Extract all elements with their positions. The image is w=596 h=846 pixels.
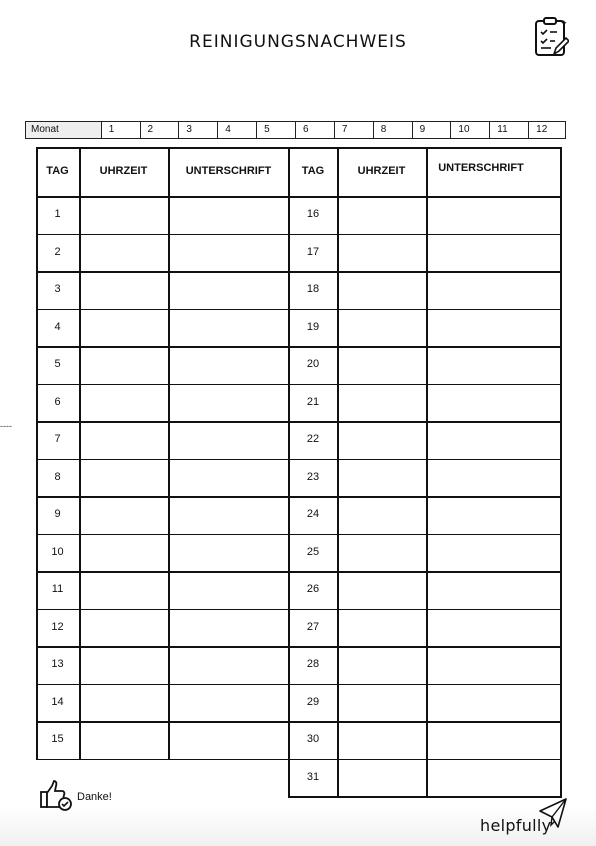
day-number: 25	[306, 545, 320, 558]
time-cell[interactable]	[338, 686, 425, 721]
day-number: 5	[54, 358, 61, 370]
signature-cell[interactable]	[428, 536, 559, 571]
month-option-9[interactable]: 9	[412, 122, 451, 138]
day-number: 18	[306, 283, 320, 295]
signature-cell[interactable]	[428, 423, 559, 458]
day-number: 21	[306, 395, 320, 408]
time-cell[interactable]	[80, 311, 167, 346]
month-selector-strip	[25, 121, 566, 139]
signature-cell[interactable]	[428, 236, 559, 271]
month-option-5[interactable]: 5	[256, 122, 295, 138]
signature-cell[interactable]	[170, 423, 287, 458]
time-cell[interactable]	[338, 311, 425, 346]
time-cell[interactable]	[80, 648, 167, 683]
time-cell[interactable]	[338, 348, 425, 383]
day-number: 10	[51, 545, 64, 558]
day-number: 29	[306, 695, 320, 708]
day-number: 26	[306, 583, 320, 595]
signature-cell[interactable]	[428, 273, 559, 308]
header-day-right: TAG	[301, 165, 325, 177]
day-number: 23	[306, 470, 320, 483]
time-cell[interactable]	[338, 761, 425, 796]
day-number: 8	[54, 470, 61, 483]
day-number: 9	[54, 508, 61, 520]
day-number: 12	[51, 620, 64, 633]
month-option-3[interactable]: 3	[178, 122, 217, 138]
signature-cell[interactable]	[428, 723, 559, 758]
time-cell[interactable]	[338, 273, 425, 308]
signature-cell[interactable]	[428, 311, 559, 346]
time-cell[interactable]	[80, 236, 167, 271]
time-cell[interactable]	[338, 648, 425, 683]
signature-cell[interactable]	[428, 686, 559, 721]
day-number: 6	[54, 395, 61, 408]
month-option-1[interactable]: 1	[101, 122, 140, 138]
signature-cell[interactable]	[170, 348, 287, 383]
day-number: 31	[306, 770, 320, 783]
month-option-12[interactable]: 12	[528, 122, 565, 138]
time-cell[interactable]	[80, 611, 167, 646]
time-cell[interactable]	[338, 236, 425, 271]
day-number: 14	[51, 695, 64, 708]
signature-cell[interactable]	[170, 273, 287, 308]
time-cell[interactable]	[338, 498, 425, 533]
day-number: 24	[306, 508, 320, 520]
header-day-left: TAG	[46, 165, 69, 177]
month-label: Monat	[26, 122, 101, 138]
header-time-left: UHRZEIT	[99, 165, 148, 177]
signature-cell[interactable]	[428, 198, 559, 233]
paper-plane-icon	[538, 797, 572, 831]
month-option-11[interactable]: 11	[489, 122, 528, 138]
signature-cell[interactable]	[170, 236, 287, 271]
clipboard-checklist-icon	[533, 16, 569, 58]
cleaning-log-table	[36, 147, 562, 798]
time-cell[interactable]	[80, 386, 167, 421]
day-number: 28	[306, 658, 320, 670]
signature-cell[interactable]	[170, 611, 287, 646]
month-option-4[interactable]: 4	[217, 122, 256, 138]
signature-cell[interactable]	[428, 648, 559, 683]
time-cell[interactable]	[338, 611, 425, 646]
time-cell[interactable]	[80, 423, 167, 458]
day-number: 15	[51, 733, 64, 745]
time-cell[interactable]	[80, 536, 167, 571]
day-number: 20	[306, 358, 320, 370]
signature-cell[interactable]	[170, 723, 287, 758]
day-number: 17	[306, 245, 320, 258]
month-option-10[interactable]: 10	[450, 122, 489, 138]
signature-cell[interactable]	[428, 386, 559, 421]
day-number: 27	[306, 620, 320, 633]
time-cell[interactable]	[80, 198, 167, 233]
time-cell[interactable]	[338, 461, 425, 496]
time-cell[interactable]	[80, 723, 167, 758]
time-cell[interactable]	[80, 686, 167, 721]
header-time-right: UHRZEIT	[357, 165, 406, 177]
column-divider-right	[560, 147, 562, 798]
day-number: 19	[306, 320, 320, 333]
time-cell[interactable]	[338, 423, 425, 458]
brand-name: helpfully	[480, 816, 552, 835]
row-divider-left	[36, 759, 289, 761]
header-signature-right: UNTERSCHRIFT	[438, 162, 524, 174]
day-number: 7	[54, 433, 61, 445]
time-cell[interactable]	[338, 386, 425, 421]
signature-cell[interactable]	[170, 573, 287, 608]
thumbs-up-check-icon	[39, 779, 73, 811]
day-number: 1	[54, 208, 61, 220]
signature-cell[interactable]	[428, 498, 559, 533]
time-cell[interactable]	[80, 498, 167, 533]
signature-cell[interactable]	[428, 461, 559, 496]
time-cell[interactable]	[338, 536, 425, 571]
day-number: 4	[54, 320, 61, 333]
signature-cell[interactable]	[170, 198, 287, 233]
day-number: 30	[306, 733, 320, 745]
signature-cell[interactable]	[170, 386, 287, 421]
month-option-7[interactable]: 7	[334, 122, 373, 138]
signature-cell[interactable]	[170, 311, 287, 346]
time-cell[interactable]	[80, 348, 167, 383]
day-number: 11	[51, 583, 64, 595]
signature-cell[interactable]	[428, 573, 559, 608]
thanks-text: Danke!	[77, 791, 112, 803]
signature-cell[interactable]	[170, 461, 287, 496]
signature-cell[interactable]	[428, 761, 559, 796]
page-title: REINIGUNGSNACHWEIS	[189, 32, 407, 52]
signature-cell[interactable]	[428, 348, 559, 383]
signature-cell[interactable]	[428, 611, 559, 646]
time-cell[interactable]	[80, 573, 167, 608]
day-number: 3	[54, 283, 61, 295]
side-mark: ----	[0, 421, 12, 431]
time-cell[interactable]	[80, 273, 167, 308]
day-number: 22	[306, 433, 320, 445]
signature-cell[interactable]	[170, 536, 287, 571]
signature-cell[interactable]	[170, 648, 287, 683]
time-cell[interactable]	[80, 461, 167, 496]
signature-cell[interactable]	[170, 686, 287, 721]
day-number: 16	[306, 208, 320, 220]
month-option-8[interactable]: 8	[373, 122, 412, 138]
time-cell[interactable]	[338, 573, 425, 608]
day-number: 2	[54, 245, 61, 258]
signature-cell[interactable]	[170, 498, 287, 533]
month-option-6[interactable]: 6	[295, 122, 334, 138]
time-cell[interactable]	[338, 198, 425, 233]
time-cell[interactable]	[338, 723, 425, 758]
month-option-2[interactable]: 2	[140, 122, 179, 138]
day-number: 13	[51, 658, 64, 670]
header-signature-left: UNTERSCHRIFT	[185, 165, 272, 177]
